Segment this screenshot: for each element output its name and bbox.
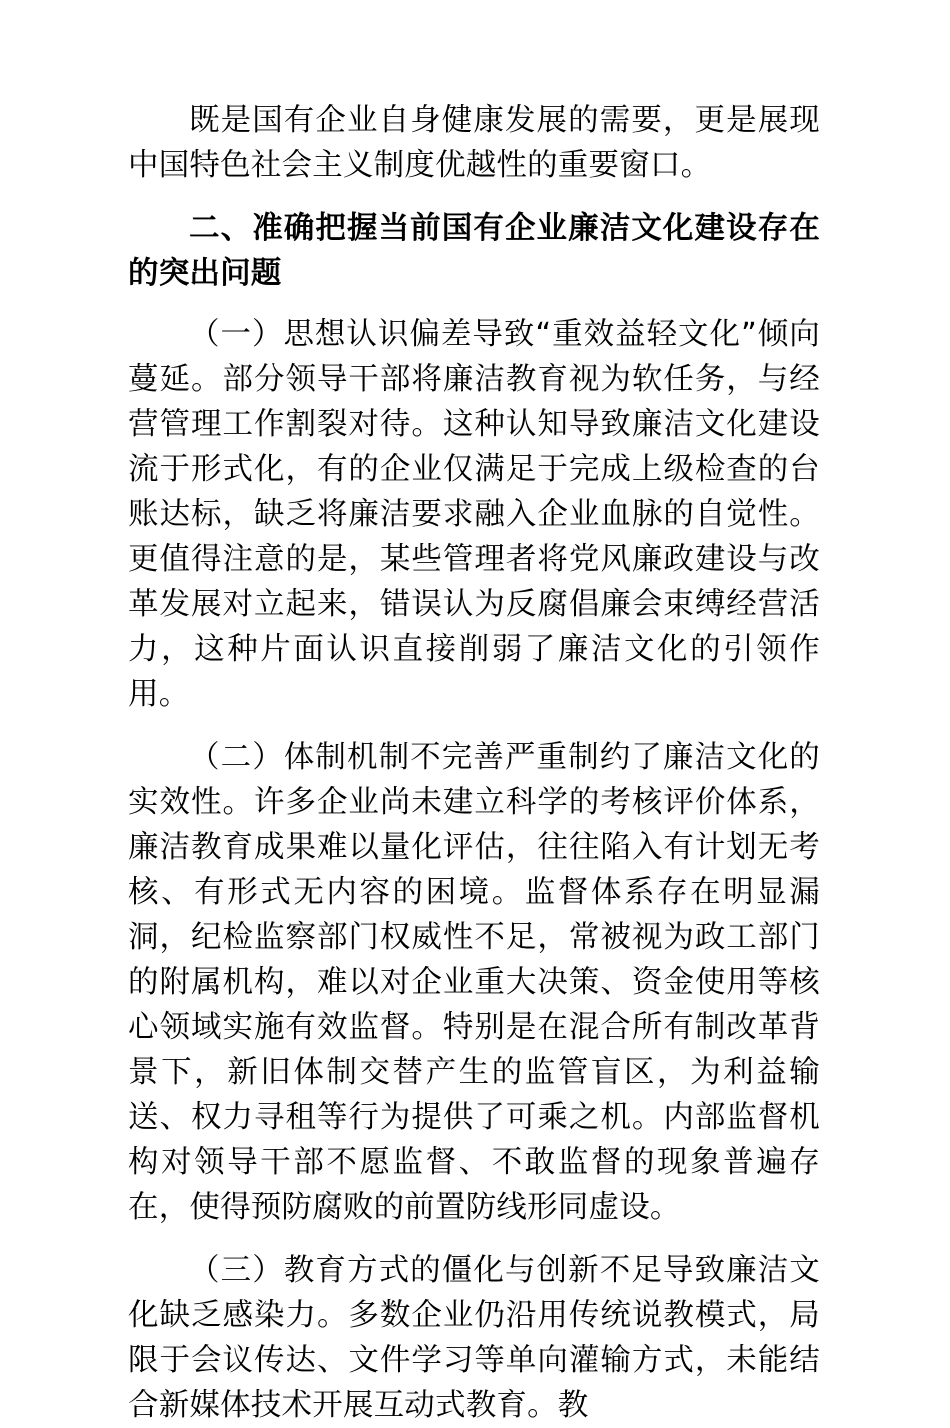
paragraph-item-two: （二）体制机制不完善严重制约了廉洁文化的实效性。许多企业尚未建立科学的考核评价体系，廉洁教育成果难以量化评估，往往陷入有计划无考核、有形式无内容的困境。监督体系存在明显漏洞，纪检监察部门权威性不足，常被视为政工部门的附属机构，难以对企业重大决策、资金使用等核心领域实施有效监督。特别是在混合所有制改革背景下，新旧体制交替产生的监管盲区，为利益输送、权力寻租等行为提供了可乘之机。内部监督机构对领导干部不愿监督、不敢监督的现象普遍存在，使得预防腐败的前置防线形同虚设。 (128, 740, 820, 1225)
document-body (128, 98, 820, 1428)
spacer-before-heading (128, 188, 820, 206)
spacer-between-item-two-three (128, 1230, 820, 1248)
paragraph-intro-continuation: 既是国有企业自身健康发展的需要，更是展现中国特色社会主义制度优越性的重要窗口。 (128, 103, 820, 183)
section-heading-two: 二、准确把握当前国有企业廉洁文化建设存在的突出问题 (128, 211, 820, 291)
paragraph-item-one: （一）思想认识偏差导致“重效益轻文化”倾向蔓延。部分领导干部将廉洁教育视为软任务，与经营管理工作割裂对待。这种认知导致廉洁文化建设流于形式化，有的企业仅满足于完成上级检查的台账达标，缺乏将廉洁要求融入企业血脉的自觉性。更值得注意的是，某些管理者将党风廉政建设与改革发展对立起来，错误认为反腐倡廉会束缚经营活力，这种片面认识直接削弱了廉洁文化的引领作用。 (128, 317, 820, 712)
spacer-between-item-one-two (128, 717, 820, 735)
paragraph-item-three: （三）教育方式的僵化与创新不足导致廉洁文化缺乏感染力。多数企业仍沿用传统说教模式，局限于会议传达、文件学习等单向灌输方式，未能结合新媒体技术开展互动式教育。教 (128, 1253, 820, 1423)
spacer-after-heading (128, 296, 820, 312)
